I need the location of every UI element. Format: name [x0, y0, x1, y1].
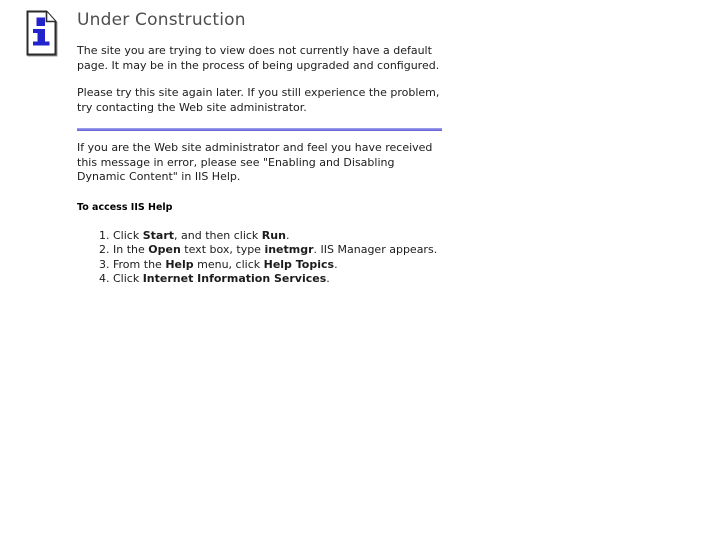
- step-text: In the: [113, 243, 149, 257]
- help-steps-list: [77, 229, 442, 287]
- paragraph-default-page: The site you are trying to view does not currently have a default page. It may be in the process of being upgraded and configured.: [77, 44, 440, 72]
- help-step-item: [113, 272, 442, 287]
- step-text: menu, click: [193, 257, 264, 271]
- step-text: .: [285, 228, 290, 242]
- step-text: Click: [113, 228, 143, 242]
- help-step-item: [113, 229, 442, 244]
- step-text: , and then click: [174, 228, 262, 242]
- step-text: Click: [113, 272, 143, 286]
- step-keyword: Help Topics: [263, 257, 335, 271]
- step-text: .: [334, 257, 338, 271]
- paragraph-try-again: Please try this site again later. If you still experience the problem, try contacting the Web site administrator.: [77, 86, 440, 114]
- step-keyword: Run: [261, 228, 286, 242]
- step-text: From the: [113, 257, 166, 271]
- step-keyword: Help: [165, 257, 194, 271]
- step-text: . IIS Manager appears.: [313, 243, 438, 257]
- help-heading: To access IIS Help: [77, 201, 173, 213]
- step-keyword: Start: [142, 228, 175, 242]
- help-step-item: [113, 258, 442, 273]
- page-title: Under Construction: [77, 10, 246, 30]
- help-step-item: [113, 243, 442, 258]
- info-document-icon: [26, 10, 57, 56]
- step-keyword: Open: [148, 243, 181, 257]
- content-column: [77, 10, 442, 287]
- paragraph-admin-note: If you are the Web site administrator and feel you have received this message in error, please see "Enabling and Disabling Dynamic Content" in IIS Help.: [77, 141, 433, 183]
- step-text: text box, type: [180, 243, 265, 257]
- step-text: .: [326, 272, 330, 286]
- step-keyword: inetmgr: [264, 243, 314, 257]
- icon-column: [26, 10, 57, 56]
- divider-rule: [77, 128, 442, 131]
- step-keyword: Internet Information Services: [142, 272, 327, 286]
